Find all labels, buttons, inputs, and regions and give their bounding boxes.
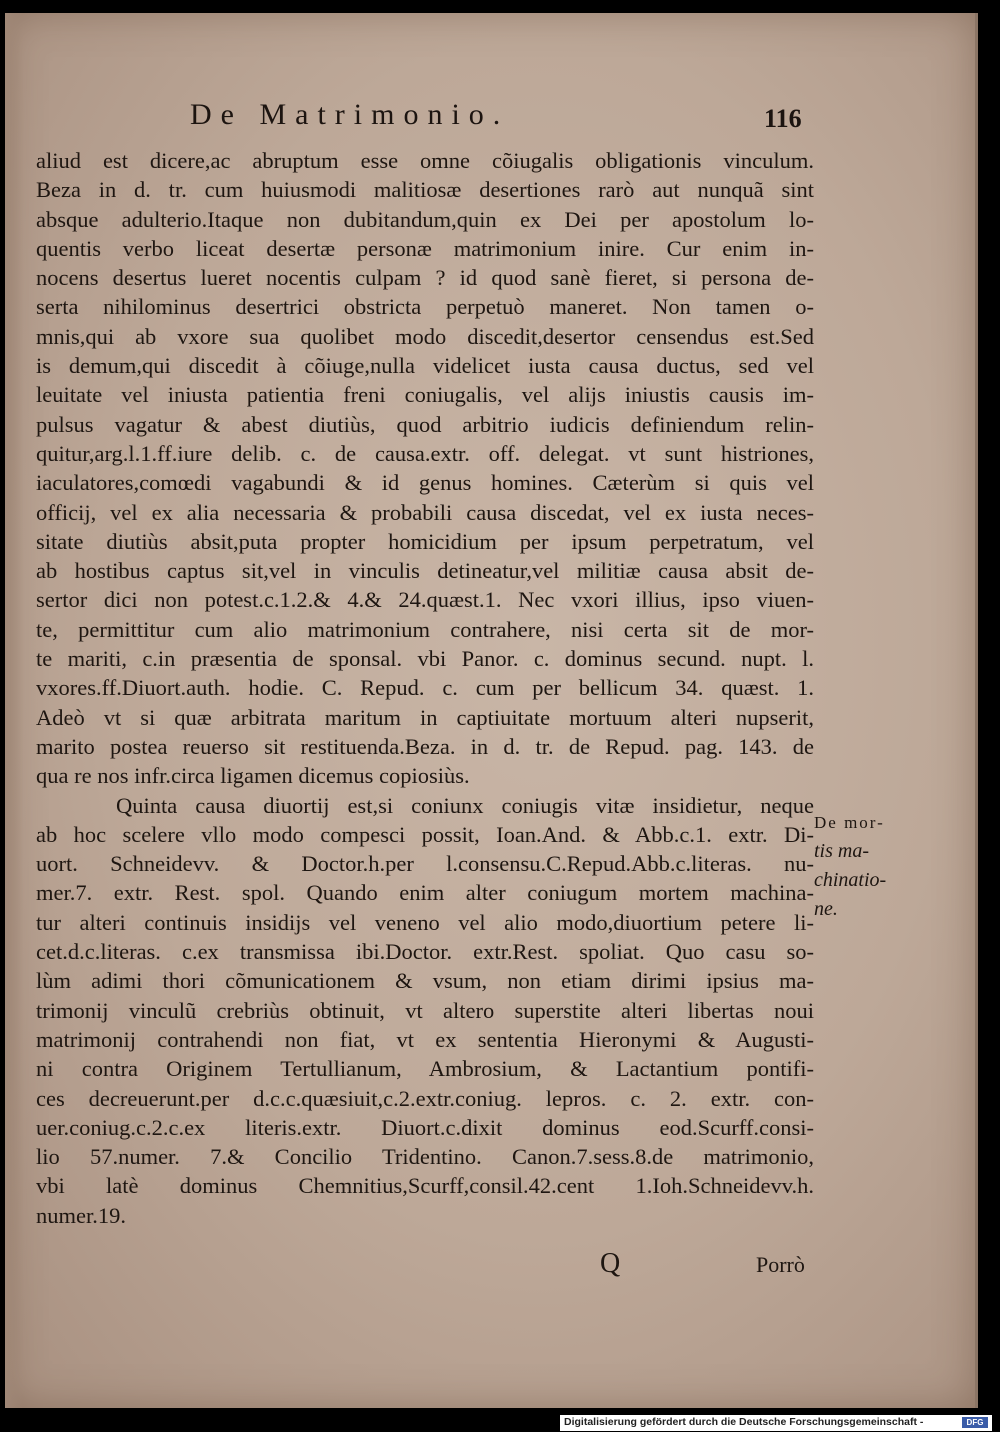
signature-mark: Q (600, 1248, 621, 1279)
text-line: vbi latè dominus Chemnitius,Scurff,consil.42.cent 1.Ioh.Schneidevv.h. (36, 1173, 814, 1199)
text-line: mer.7. extr. Rest. spol. Quando enim alter coniugum mortem machina- (36, 880, 814, 906)
body-text (36, 146, 814, 1230)
text-line: officij, vel ex alia necessaria & probabili causa discedat, vel ex iusta neces- (36, 499, 814, 525)
text-line: pulsus vagatur & abest diutiùs, quod arbitrio iudicis definiendum relin- (36, 411, 814, 437)
marginal-note-line: ne. (814, 898, 838, 920)
text-line: nocens desertus lueret nocentis culpam ? id quod sanè fieret, si persona de- (36, 265, 814, 291)
text-line: mnis,qui ab vxore sua quolibet modo discedit,desertor censendus est.Sed (36, 323, 814, 349)
text-line: uort. Schneidevv. & Doctor.h.per l.consensu.C.Repud.Abb.c.literas. nu- (36, 851, 814, 877)
text-line: Beza in d. tr. cum huiusmodi malitiosæ desertiones rarò aut nunquã sint (36, 177, 814, 203)
page-gutter-shadow (5, 13, 23, 1408)
catchword: Porrò (756, 1252, 805, 1277)
text-line: leuitate vel iniusta patientia freni coniugalis, vel alijs iniustis causis im- (36, 382, 814, 408)
text-line: trimonij vinculũ crebriùs obtinuit, vt altero superstite alteri libertas noui (36, 997, 814, 1023)
text-line: ab hoc scelere vllo modo compesci possit, Ioan.And. & Abb.c.1. extr. Di- (36, 821, 814, 847)
text-line: lùm adimi thori cõmunicationem & vsum, non etiam dirimi ipsius ma- (36, 968, 814, 994)
marginal-note-line: tis ma- (814, 840, 869, 862)
text-line: quentis verbo liceat desertæ personæ matrimonium inire. Cur enim in- (36, 235, 814, 261)
text-line: marito postea reuerso sit restituenda.Beza. in d. tr. de Repud. pag. 143. de (36, 733, 814, 759)
text-line: vxores.ff.Diuort.auth. hodie. C. Repud. c. cum per bellicum 34. quæst. 1. (36, 675, 814, 701)
marginal-note (814, 808, 914, 924)
text-line: cet.d.c.literas. c.ex transmissa ibi.Doctor. extr.Rest. spoliat. Quo casu so- (36, 939, 814, 965)
text-line: tur alteri continuis insidijs vel veneno vel alio modo,diuortium petere li- (36, 909, 814, 935)
text-line: numer.19. (36, 1202, 126, 1228)
text-line: ni contra Originem Tertullianum, Ambrosium, & Lactantium pontifi- (36, 1056, 814, 1082)
text-line: Quinta causa diuortij est,si coniunx coniugis vitæ insidietur, neque (116, 792, 814, 818)
footer-bar (560, 1415, 992, 1431)
text-line: absque adulterio.Itaque non dubitandum,quin ex Dei per apostolum lo- (36, 206, 814, 232)
text-line: aliud est dicere,ac abruptum esse omne cõiugalis obligationis vinculum. (36, 148, 814, 173)
text-line: iaculatores,comœdi vagabundi & id genus homines. Cæterùm si quis vel (36, 470, 814, 496)
marginal-note-line: De mor- (814, 813, 885, 832)
running-head: De Matrimonio. (190, 98, 510, 131)
text-line: lio 57.numer. 7.& Concilio Tridentino. Canon.7.sess.8.de matrimonio, (36, 1144, 814, 1170)
dfg-logo-icon: DFG (962, 1417, 988, 1428)
marginal-note-line: chinatio- (814, 869, 887, 891)
text-line: serta nihilominus desertrici obstricta perpetuò maneret. Non tamen o- (36, 294, 814, 320)
text-line: sertor dici non potest.c.1.2.& 4.& 24.quæst.1. Nec vxori illius, ipso viuen- (36, 587, 814, 613)
text-line: te, permittitur cum alio matrimonium contrahere, nisi certa sit de mor- (36, 616, 814, 642)
page-number: 116 (764, 104, 802, 133)
text-line: ab hostibus captus sit,vel in vinculis detineatur,vel militiæ causa absit de- (36, 558, 814, 584)
text-line: matrimonij contrahendi non fiat, vt ex sententia Hieronymi & Augusti- (36, 1026, 814, 1052)
text-line: ces decreuerunt.per d.c.c.quæsiuit,c.2.extr.coniug. lepros. c. 2. extr. con- (36, 1085, 814, 1111)
text-line: sitate diutiùs absit,puta propter homicidium per ipsum perpetratum, vel (36, 528, 814, 554)
footer-credit: Digitalisierung gefördert durch die Deutsche Forschungsgemeinschaft - (564, 1416, 924, 1428)
text-line: is demum,qui discedit à cõiuge,nulla videlicet iusta causa ductus, sed vel (36, 353, 814, 379)
text-line: te mariti, c.in præsentia de sponsal. vbi Panor. c. dominus secund. nupt. l. (36, 646, 814, 672)
text-line: quitur,arg.l.1.ff.iure delib. c. de causa.extr. off. delegat. vt sunt histriones, (36, 440, 814, 466)
text-line: qua re nos infr.circa ligamen dicemus copiosiùs. (36, 763, 470, 789)
text-line: uer.coniug.c.2.c.ex literis.extr. Diuort.c.dixit dominus eod.Scurff.consi- (36, 1114, 814, 1140)
text-line: Adeò vt si quæ arbitrata maritum in captiuitate mortuum alteri nupserit, (36, 704, 814, 730)
